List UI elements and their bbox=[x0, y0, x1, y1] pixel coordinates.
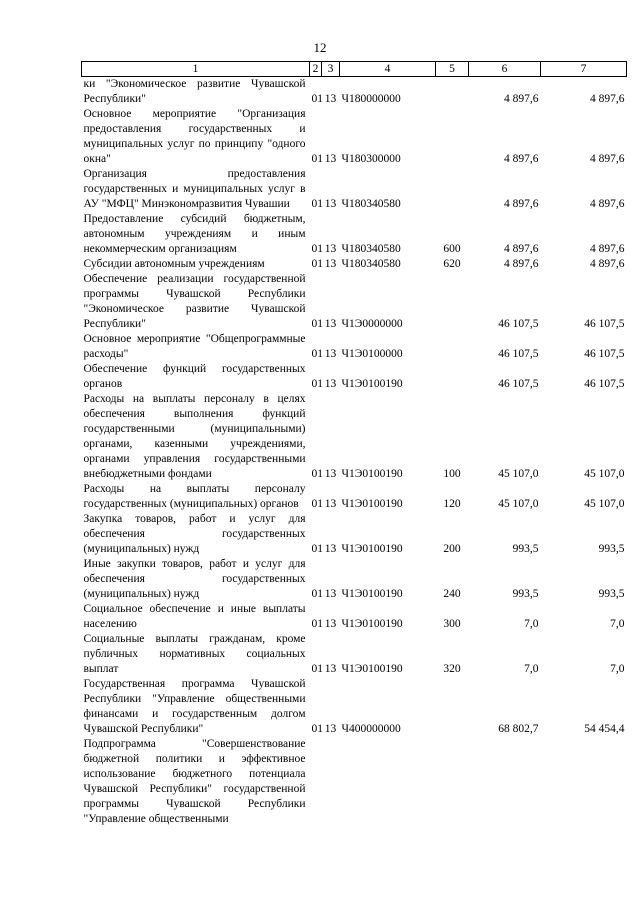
section-code: 01 bbox=[311, 588, 323, 600]
column-header: 5 bbox=[436, 62, 469, 77]
expense-type-code: 320 bbox=[443, 663, 461, 675]
amount-year-1: 7,0 bbox=[524, 618, 539, 630]
target-article-code: Ч1Э0100190 bbox=[341, 663, 403, 675]
column-header: 1 bbox=[82, 62, 310, 77]
amount-year-2: 54 454,4 bbox=[584, 723, 625, 735]
subsection-code: 13 bbox=[324, 93, 337, 105]
table-row bbox=[82, 107, 627, 167]
item-name: Иные закупки товаров, работ и услуг для обеспечения государственных (муниципальных) нужд bbox=[83, 558, 306, 600]
subsection-code: 13 bbox=[324, 468, 337, 480]
table-row bbox=[82, 212, 627, 257]
table-row bbox=[82, 362, 627, 392]
item-name: ки "Экономическое развитие Чувашской Республики" bbox=[83, 78, 306, 105]
expense-type-code: 240 bbox=[443, 588, 461, 600]
table-row bbox=[82, 77, 627, 108]
section-code: 01 bbox=[311, 663, 323, 675]
amount-year-2: 7,0 bbox=[610, 663, 625, 675]
table-row bbox=[82, 632, 627, 677]
target-article-code: Ч180300000 bbox=[341, 153, 401, 165]
expense-type-code bbox=[436, 167, 469, 212]
section-code: 01 bbox=[311, 618, 323, 630]
amount-year-1: 46 107,5 bbox=[498, 318, 539, 330]
target-article-code: Ч180340580 bbox=[341, 198, 401, 210]
subsection-code: 13 bbox=[324, 588, 337, 600]
amount-year-1: 4 897,6 bbox=[504, 243, 539, 255]
item-name: Расходы на выплаты персоналу в целях обеспечения выполнения функций государственными (муниципальными) органами, казенными учреждениями, органами управления государственными внебюджетными фондами bbox=[83, 393, 306, 480]
column-header: 3 bbox=[322, 62, 340, 77]
expense-type-code bbox=[436, 332, 469, 362]
target-article-code: Ч1Э0000000 bbox=[341, 318, 403, 330]
amount-year-2: 46 107,5 bbox=[584, 378, 625, 390]
expense-type-code bbox=[436, 737, 469, 827]
expense-type-code bbox=[436, 677, 469, 737]
amount-year-1: 45 107,0 bbox=[498, 498, 539, 510]
section-code: 01 bbox=[311, 93, 323, 105]
item-name: Организация предоставления государственных и муниципальных услуг в АУ "МФЦ" Минэкономразвития Чувашии bbox=[83, 168, 306, 210]
subsection-code: 13 bbox=[324, 318, 337, 330]
subsection-code: 13 bbox=[324, 723, 337, 735]
section-code: 01 bbox=[311, 543, 323, 555]
target-article-code: Ч180340580 bbox=[341, 243, 401, 255]
section-code: 01 bbox=[311, 498, 323, 510]
amount-year-2: 46 107,5 bbox=[584, 348, 625, 360]
target-article-code: Ч1Э0100190 bbox=[341, 618, 403, 630]
amount-year-2: 4 897,6 bbox=[590, 198, 625, 210]
expense-type-code: 100 bbox=[443, 468, 461, 480]
amount-year-1: 993,5 bbox=[512, 588, 539, 600]
target-article-code: Ч1Э0100190 bbox=[341, 378, 403, 390]
amount-year-1: 4 897,6 bbox=[504, 198, 539, 210]
table-row bbox=[82, 167, 627, 212]
amount-year-2: 4 897,6 bbox=[590, 258, 625, 270]
item-name: Подпрограмма "Совершенствование бюджетной политики и эффективное использование бюджетного потенциала Чувашской Республики" государственной программы Чувашской Республики "Управление общественными bbox=[83, 738, 306, 825]
amount-year-2: 4 897,6 bbox=[590, 93, 625, 105]
expense-type-code: 620 bbox=[443, 258, 461, 270]
item-name: Социальное обеспечение и иные выплаты населению bbox=[83, 603, 306, 630]
expense-type-code bbox=[436, 77, 469, 108]
target-article-code: Ч400000000 bbox=[341, 723, 401, 735]
target-article-code: Ч180000000 bbox=[341, 93, 401, 105]
amount-year-2: 45 107,0 bbox=[584, 498, 625, 510]
expense-type-code: 120 bbox=[443, 498, 461, 510]
item-name: Обеспечение функций государственных органов bbox=[83, 363, 306, 390]
target-article-code: Ч1Э0100190 bbox=[341, 543, 403, 555]
amount-year-2: 4 897,6 bbox=[590, 243, 625, 255]
table-row bbox=[82, 482, 627, 512]
section-code: 01 bbox=[311, 378, 323, 390]
section-code: 01 bbox=[311, 468, 323, 480]
amount-year-1 bbox=[469, 737, 541, 827]
expense-type-code bbox=[436, 107, 469, 167]
section-code: 01 bbox=[311, 258, 323, 270]
target-article-code: Ч1Э0100000 bbox=[341, 348, 403, 360]
table-row bbox=[82, 512, 627, 557]
subsection-code: 13 bbox=[324, 243, 337, 255]
amount-year-2: 4 897,6 bbox=[590, 153, 625, 165]
item-name: Основное мероприятие "Организация предоставления государственных и муниципальных услуг по принципу "одного окна" bbox=[83, 108, 306, 165]
item-name: Закупка товаров, работ и услуг для обеспечения государственных (муниципальных) нужд bbox=[83, 513, 306, 555]
amount-year-1: 4 897,6 bbox=[504, 153, 539, 165]
item-name: Субсидии автономным учреждениям bbox=[83, 258, 265, 270]
section-code bbox=[310, 737, 322, 827]
subsection-code: 13 bbox=[324, 618, 337, 630]
column-header: 7 bbox=[541, 62, 627, 77]
expense-type-code: 200 bbox=[443, 543, 461, 555]
column-header: 2 bbox=[310, 62, 322, 77]
section-code: 01 bbox=[311, 318, 323, 330]
subsection-code: 13 bbox=[324, 348, 337, 360]
table-row bbox=[82, 737, 627, 827]
section-code: 01 bbox=[311, 153, 323, 165]
expense-type-code bbox=[436, 362, 469, 392]
item-name: Предоставление субсидий бюджетным, автономным учреждениям и иным некоммерческим организациям bbox=[83, 213, 306, 255]
target-article-code bbox=[340, 737, 436, 827]
table-row bbox=[82, 332, 627, 362]
subsection-code: 13 bbox=[324, 258, 337, 270]
section-code: 01 bbox=[311, 243, 323, 255]
amount-year-1: 4 897,6 bbox=[504, 93, 539, 105]
table-row bbox=[82, 557, 627, 602]
section-code: 01 bbox=[311, 348, 323, 360]
column-header: 6 bbox=[469, 62, 541, 77]
table-row bbox=[82, 677, 627, 737]
target-article-code: Ч1Э0100190 bbox=[341, 468, 403, 480]
table-header-row bbox=[82, 62, 627, 77]
page-number: 12 bbox=[313, 40, 327, 55]
amount-year-2: 993,5 bbox=[598, 543, 625, 555]
amount-year-2: 45 107,0 bbox=[584, 468, 625, 480]
subsection-code: 13 bbox=[324, 663, 337, 675]
subsection-code: 13 bbox=[324, 378, 337, 390]
amount-year-1: 46 107,5 bbox=[498, 348, 539, 360]
amount-year-2: 46 107,5 bbox=[584, 318, 625, 330]
item-name: Обеспечение реализации государственной программы Чувашской Республики "Экономическое развитие Чувашской Республики" bbox=[83, 273, 306, 330]
section-code: 01 bbox=[311, 723, 323, 735]
expense-type-code: 600 bbox=[443, 243, 461, 255]
item-name: Основное мероприятие "Общепрограммные расходы" bbox=[83, 333, 306, 360]
amount-year-1: 46 107,5 bbox=[498, 378, 539, 390]
item-name: Социальные выплаты гражданам, кроме публичных нормативных социальных выплат bbox=[83, 633, 306, 675]
item-name: Расходы на выплаты персоналу государственных (муниципальных) органов bbox=[83, 483, 306, 510]
expense-type-code bbox=[436, 272, 469, 332]
table-row bbox=[82, 602, 627, 632]
column-header: 4 bbox=[340, 62, 436, 77]
table-row bbox=[82, 392, 627, 482]
table-body bbox=[82, 77, 627, 828]
amount-year-2: 7,0 bbox=[610, 618, 625, 630]
table-row bbox=[82, 272, 627, 332]
section-code: 01 bbox=[311, 198, 323, 210]
amount-year-1: 4 897,6 bbox=[504, 258, 539, 270]
table-row bbox=[82, 257, 627, 272]
subsection-code: 13 bbox=[324, 498, 337, 510]
target-article-code: Ч1Э0100190 bbox=[341, 498, 403, 510]
target-article-code: Ч180340580 bbox=[341, 258, 401, 270]
subsection-code: 13 bbox=[324, 153, 337, 165]
subsection-code: 13 bbox=[324, 198, 337, 210]
budget-table bbox=[81, 61, 627, 827]
amount-year-1: 993,5 bbox=[512, 543, 539, 555]
subsection-code: 13 bbox=[324, 543, 337, 555]
subsection-code bbox=[322, 737, 340, 827]
amount-year-1: 68 802,7 bbox=[498, 723, 539, 735]
amount-year-1: 45 107,0 bbox=[498, 468, 539, 480]
target-article-code: Ч1Э0100190 bbox=[341, 588, 403, 600]
item-name: Государственная программа Чувашской Республики "Управление общественными финансами и государственным долгом Чувашской Республики" bbox=[83, 678, 306, 735]
expense-type-code: 300 bbox=[443, 618, 461, 630]
amount-year-2 bbox=[541, 737, 627, 827]
amount-year-1: 7,0 bbox=[524, 663, 539, 675]
amount-year-2: 993,5 bbox=[598, 588, 625, 600]
